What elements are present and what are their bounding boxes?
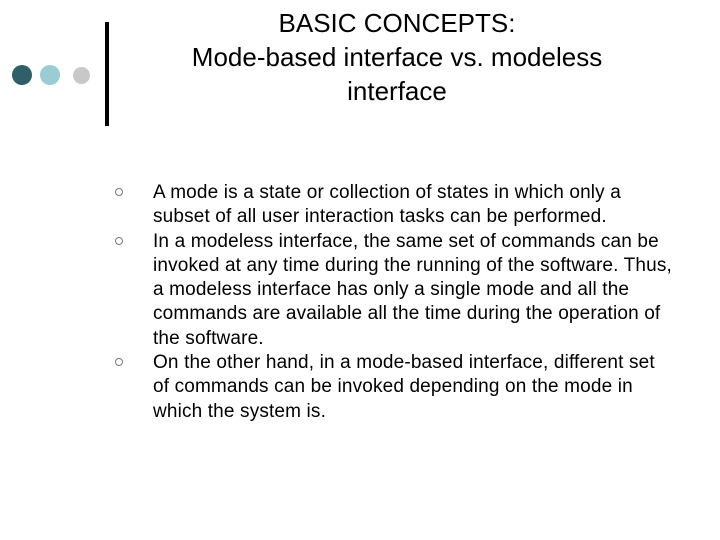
title-divider-rule (105, 22, 109, 126)
slide-title-line-1: BASIC CONCEPTS: (278, 8, 516, 38)
slide-title-line-3: interface (347, 76, 447, 106)
decorative-dot-dark (12, 65, 32, 85)
bullet-item-2 (115, 230, 675, 351)
bullet-text: On the other hand, in a mode-based interface, different set of commands can be invoked depending on the mode in which the system is. (153, 352, 655, 422)
bullet-text: In a modeless interface, the same set of commands can be invoked at any time during the running of the software. Thus, a modeless interface has only a single mode and all the commands are available all the time during the operation of the software. (153, 230, 672, 349)
slide-title (122, 6, 672, 108)
decorative-dot-teal (40, 65, 60, 85)
bullet-text: A mode is a state or collection of states in which only a subset of all user interaction tasks can be performed. (153, 182, 621, 228)
bullet-marker-icon (115, 237, 123, 245)
bullet-list (115, 181, 675, 424)
bullet-item-3 (115, 351, 675, 424)
bullet-item-1 (115, 181, 675, 230)
bullet-marker-icon (115, 188, 123, 196)
slide-title-line-2: Mode-based interface vs. modeless (191, 42, 603, 72)
bullet-marker-icon (115, 358, 123, 366)
decorative-dot-grey (73, 67, 90, 84)
